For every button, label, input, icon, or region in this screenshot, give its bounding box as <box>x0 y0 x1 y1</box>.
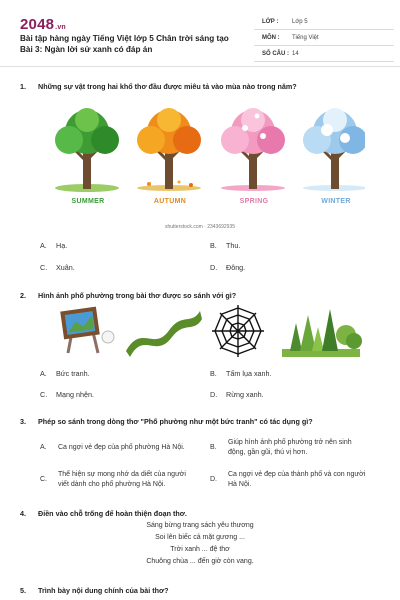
worksheet-page: 2048.vn Bài tập hàng ngày Tiếng Việt lớp 5 Chân trời sáng tạo Bài 3: Ngàn lời sử xanh có đáp án LỚP : Lớp 5 MÔN : Tiếng Việt SỐ CÂU : 14 1. Những sự vật trong hai khổ thơ đầu được miêu tả vào mùa nào trong năm? SUMMER AUTUMN SPRING WINTER shutterstock.com · 2343692935 A. Hạ. B. Thu. C. Xuân. D. Đông. 2. Hình ảnh phố phường trong bài thơ được so sánh với gì? A. Bức tranh. B. Tấm lụa xanh. C. Mạng nhện. D. Rừng xanh. 3. Phép so sánh trong dòng thơ "Phố phường như một bức tranh" có tác dụng gì? A. Ca ngợi vẻ đẹp của phố phường Hà Nội. B. Giúp hình ảnh phố phường trở nên sinh động, gần gũi, thú vị hơn. C. Thể hiện sự mong nhớ da diết của người viết dành cho phố phường Hà Nội. D. Ca ngợi vẻ đẹp của thành phố và con người Hà Nội. 4. Điền vào chỗ trống để hoàn thiện đoạn thơ. Sáng bừng trang sách yêu thương Soi lên biếc cả mặt gương ... Trời xanh ... đệ thơ Chuông chùa ... đến giờ còn vang. 5. Trình bày nội dung chính của bài thơ? <box>0 0 400 600</box>
question-5: 5. Trình bày nội dung chính của bài thơ? <box>20 586 169 595</box>
question-2: 2. Hình ảnh phố phường trong bài thơ được so sánh với gì? <box>20 291 237 300</box>
question-3: 3. Phép so sánh trong dòng thơ "Phố phường như một bức tranh" có tác dụng gì? <box>20 417 313 426</box>
meta-info <box>254 14 394 62</box>
autumn-tree-icon <box>137 108 201 191</box>
poem-line-1: Sáng bừng trang sách yêu thương <box>146 522 254 529</box>
document-title: Bài tập hàng ngày Tiếng Việt lớp 5 Chân trời sáng tạo Bài 3: Ngàn lời sử xanh có đáp án <box>20 34 229 54</box>
meta-row-count: SỐ CÂU : 14 <box>254 46 394 62</box>
poem-line-2: Soi lên biếc cả mặt gương ... <box>155 534 245 541</box>
q2-option-c[interactable]: C. Mạng nhện. <box>40 390 94 399</box>
meta-row-subject: MÔN : Tiếng Việt <box>254 30 394 46</box>
question-4: 4. Điền vào chỗ trống để hoàn thiện đoạn thơ. <box>20 509 187 518</box>
season-label-autumn: AUTUMN <box>153 198 187 205</box>
q1-option-b[interactable]: B. Thu. <box>210 241 241 250</box>
poem-line-3: Trời xanh ... đệ thơ <box>170 546 230 553</box>
spider-web-icon <box>212 305 264 357</box>
silk-ribbon-icon <box>126 311 202 357</box>
header-divider <box>0 66 400 67</box>
meta-row-class: LỚP : Lớp 5 <box>254 14 394 30</box>
question-1: 1. Những sự vật trong hai khổ thơ đầu được miêu tả vào mùa nào trong năm? <box>20 82 297 91</box>
q1-option-d[interactable]: D. Đông. <box>210 263 246 272</box>
summer-tree-icon <box>55 108 119 192</box>
q2-option-b[interactable]: B. Tấm lụa xanh. <box>210 369 272 378</box>
image-caption: shutterstock.com · 2343692935 <box>164 224 236 230</box>
poem-line-4: Chuông chùa ... đến giờ còn vang. <box>146 558 254 565</box>
winter-tree-icon <box>303 108 365 191</box>
four-seasons-trees-image <box>45 102 365 202</box>
q1-option-c[interactable]: C. Xuân. <box>40 263 75 272</box>
spring-tree-icon <box>221 108 285 191</box>
season-label-spring: SPRING <box>239 198 269 205</box>
green-forest-icon <box>282 309 362 357</box>
q1-option-a[interactable]: A. Hạ. <box>40 241 68 250</box>
q2-option-a[interactable]: A. Bức tranh. <box>40 369 90 378</box>
painting-easel-icon <box>60 307 114 353</box>
page-header <box>8 8 392 66</box>
season-label-winter: WINTER <box>321 198 351 205</box>
q2-option-d[interactable]: D. Rừng xanh. <box>210 390 264 399</box>
site-logo[interactable]: 2048.vn <box>20 16 66 33</box>
season-label-summer: SUMMER <box>71 198 105 205</box>
q2-images <box>50 303 362 359</box>
